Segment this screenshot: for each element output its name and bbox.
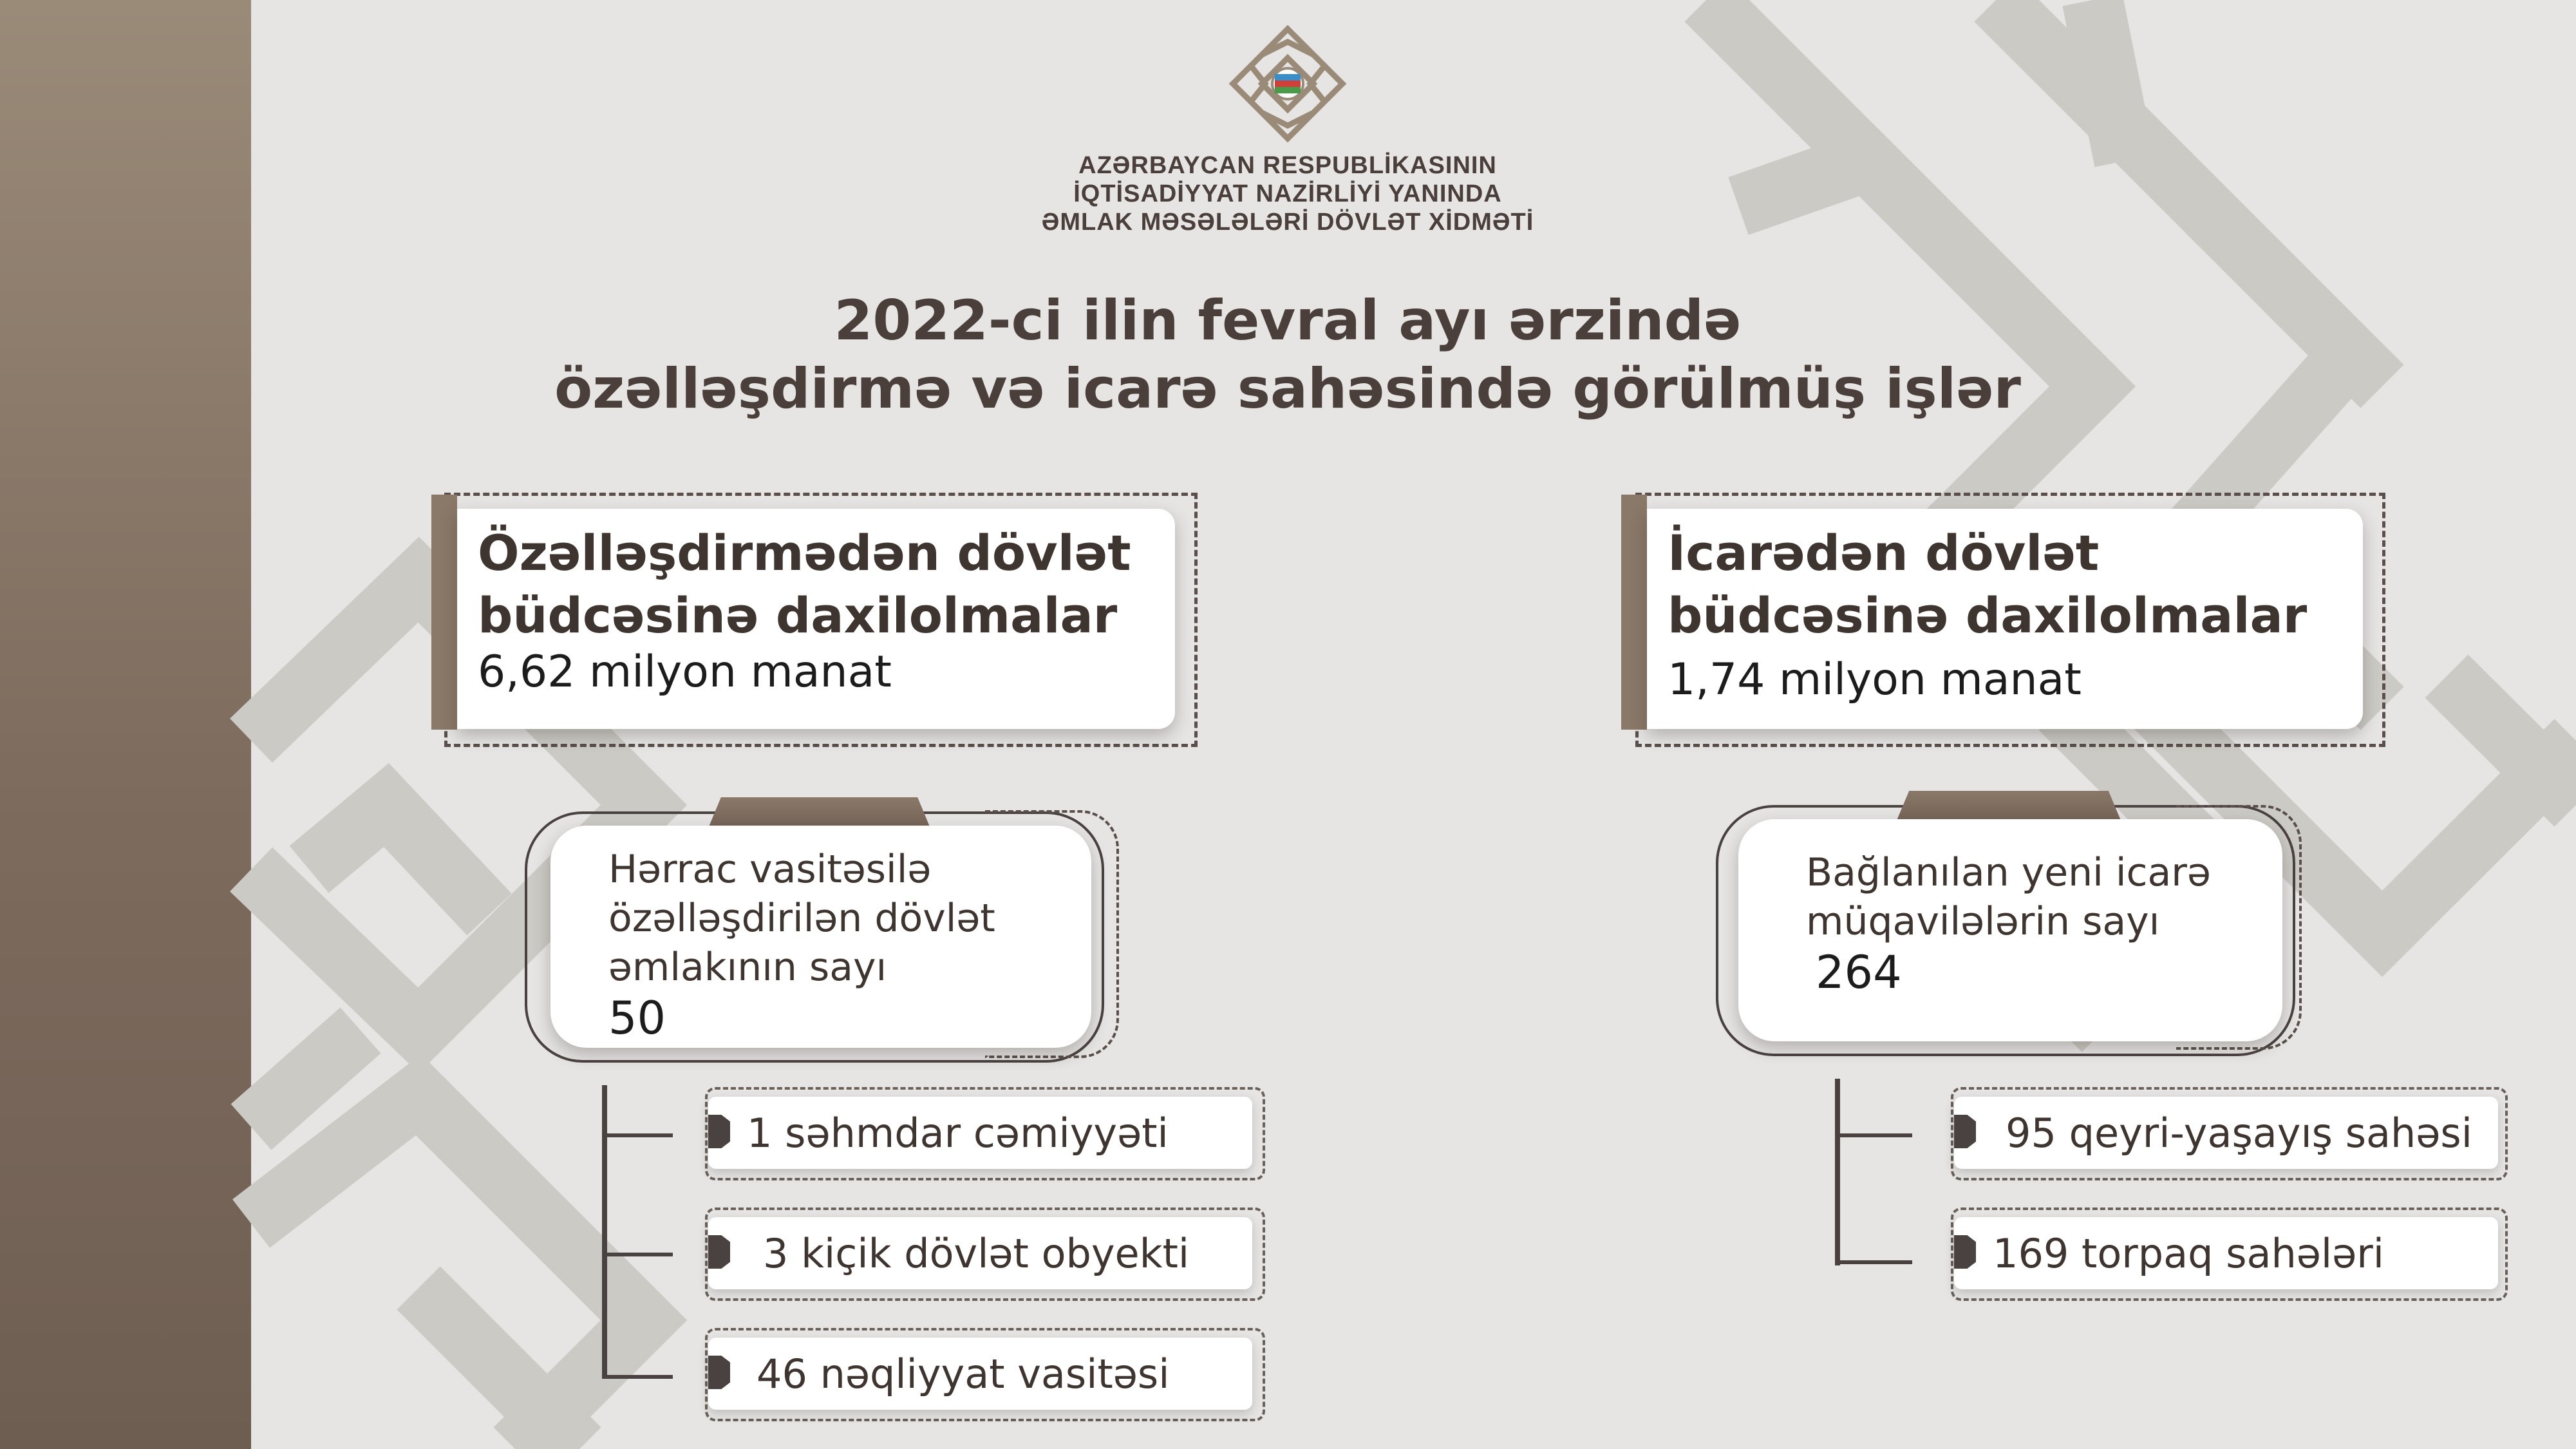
sub-item: [708, 1097, 1252, 1169]
auction-tree-branch: [602, 1253, 673, 1256]
contracts-tree-branch: [1835, 1133, 1912, 1137]
auction-label-line: əmlakının sayı: [608, 945, 887, 990]
contracts-label-line: müqavilələrin sayı: [1806, 899, 2160, 944]
title-line-2: özəlləşdirmə və icarə sahəsində görülmüş işlər: [554, 357, 2021, 421]
sub-item: [1954, 1217, 2498, 1289]
bookmark-marker-icon: [708, 1115, 730, 1148]
lease-accent-bar: [1621, 495, 1647, 730]
auction-label-line: özəlləşdirilən dövlət: [608, 896, 995, 941]
privatization-heading-line-1: Özəlləşdirmədən dövlət: [478, 524, 1131, 582]
auction-label-line: Hərrac vasitəsilə: [608, 847, 932, 892]
privatization-heading-card: [457, 509, 1175, 729]
lease-amount: 1,74 milyon manat: [1668, 654, 2082, 705]
lease-heading-card: [1647, 509, 2363, 729]
bookmark-marker-icon: [1954, 1235, 1976, 1269]
sub-item: [708, 1217, 1252, 1289]
bookmark-marker-icon: [708, 1356, 730, 1389]
bookmark-marker-icon: [1954, 1115, 1976, 1148]
privatization-amount: 6,62 milyon manat: [478, 647, 892, 697]
privatization-heading-line-2: büdcəsinə daxilolmalar: [478, 587, 1118, 644]
sub-item: [1954, 1097, 2498, 1169]
auction-tree-branch: [602, 1375, 673, 1379]
organization-line: ƏMLAK MƏSƏLƏLƏRİ DÖVLƏT XİDMƏTİ: [1041, 209, 1534, 236]
contracts-label-line: Bağlanılan yeni icarə: [1806, 850, 2211, 895]
contracts-card: [1738, 819, 2282, 1041]
organization-line: İQTİSADİYYAT NAZİRLİYİ YANINDA: [1073, 180, 1502, 207]
privatization-accent-bar: [431, 495, 457, 730]
page-title: [515, 287, 2060, 423]
auction-tree-vertical-line: [602, 1085, 607, 1378]
auction-tree-branch: [602, 1133, 673, 1137]
sub-item: [708, 1338, 1252, 1410]
organization-name: [901, 151, 1674, 236]
bookmark-marker-icon: [708, 1235, 730, 1269]
emblem-logo: [1227, 23, 1349, 145]
contracts-tree-branch: [1835, 1260, 1912, 1264]
sub-item-text: 46 nəqliyyat vasitəsi: [757, 1350, 1170, 1397]
auction-count: 50: [608, 992, 666, 1045]
title-line-1: 2022-ci ilin fevral ayı ərzində: [834, 289, 1742, 353]
sub-item-text: 169 torpaq sahələri: [1993, 1230, 2385, 1277]
contracts-count: 264: [1816, 946, 1902, 999]
sub-item-text: 95 qeyri-yaşayış sahəsi: [2006, 1110, 2472, 1157]
sub-item-text: 3 kiçik dövlət obyekti: [763, 1230, 1190, 1277]
contracts-tree-vertical-line: [1835, 1079, 1840, 1265]
lease-heading-line-2: büdcəsinə daxilolmalar: [1668, 587, 2308, 644]
sub-item-text: 1 səhmdar cəmiyyəti: [747, 1110, 1169, 1157]
organization-line: AZƏRBAYCAN RESPUBLİKASININ: [1078, 152, 1497, 179]
lease-heading-line-1: İcarədən dövlət: [1668, 524, 2100, 582]
auction-card: [550, 826, 1091, 1048]
